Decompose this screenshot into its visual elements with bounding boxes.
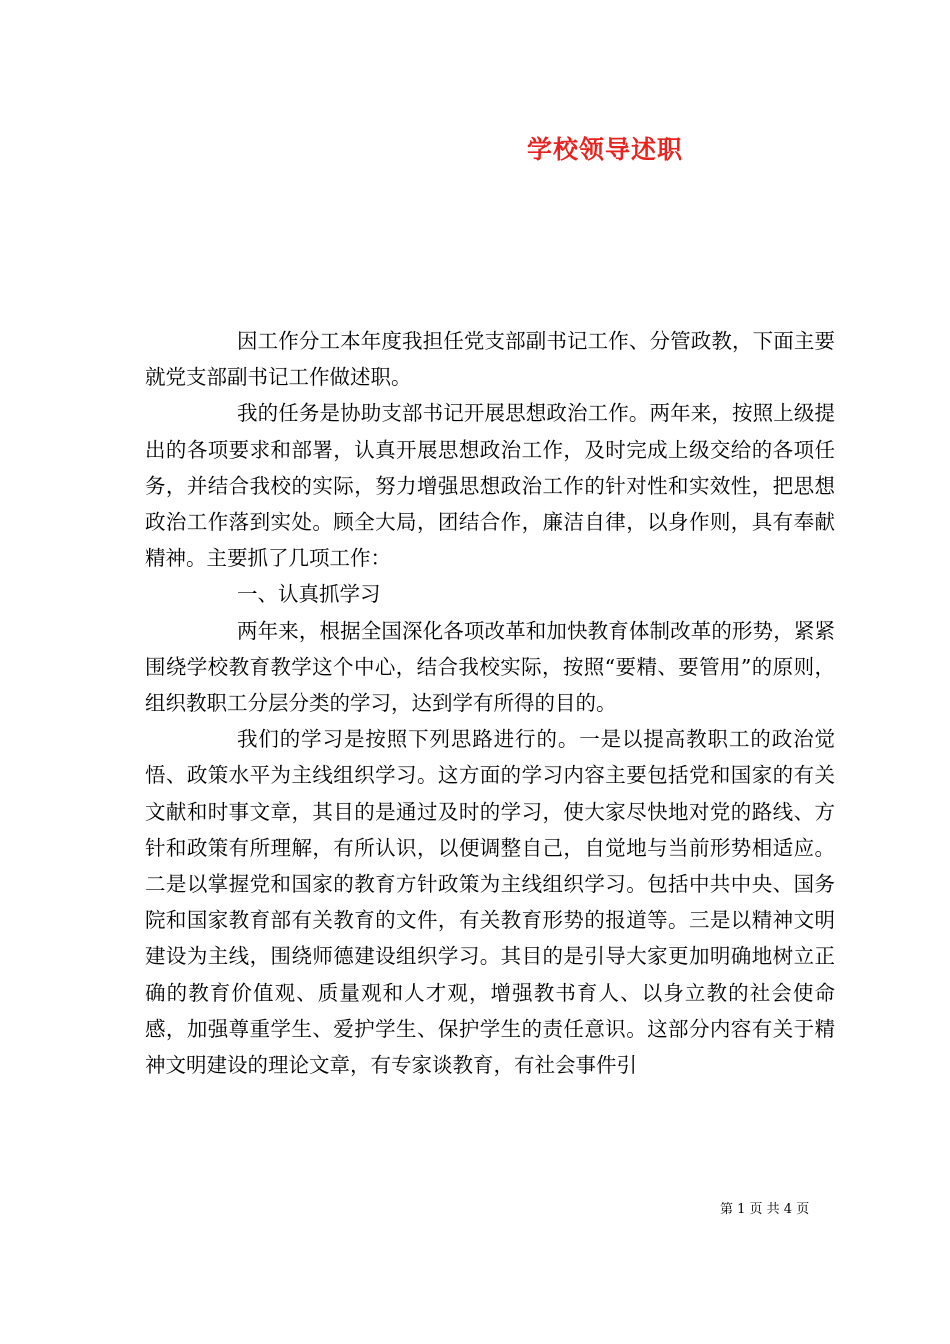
document-body <box>145 323 835 1083</box>
paragraph-task: 我的任务是协助支部书记开展思想政治工作。两年来，按照上级提出的各项要求和部署，认真开展思想政治工作，及时完成上级交给的各项任务，并结合我校的实际，努力增强思想政治工作的针对性和实效性，把思想政治工作落到实处。顾全大局，团结合作，廉洁自律，以身作则，具有奉献精神。主要抓了几项工作： <box>145 401 835 571</box>
paragraph-intro: 因工作分工本年度我担任党支部副书记工作、分管政教，下面主要就党支部副书记工作做述职。 <box>145 329 835 390</box>
paragraph-two-years: 两年来，根据全国深化各项改革和加快教育体制改革的形势，紧紧围绕学校教育教学这个中心，结合我校实际，按照“要精、要管用”的原则，组织教职工分层分类的学习，达到学有所得的目的。 <box>145 618 835 716</box>
paragraph-study-approach: 我们的学习是按照下列思路进行的。一是以提高教职工的政治觉悟、政策水平为主线组织学习。这方面的学习内容主要包括党和国家的有关文献和时事文章，其目的是通过及时的学习，使大家尽快地对党的路线、方针和政策有所理解，有所认识，以便调整自己，自觉地与当前形势相适应。二是以掌握党和国家的教育方针政策为主线组织学习。包括中共中央、国务院和国家教育部有关教育的文件，有关教育形势的报道等。三是以精神文明建设为主线，围绕师德建设组织学习。其目的是引导大家更加明确地树立正确的教育价值观、质量观和人才观，增强教书育人、以身立教的社会使命感，加强尊重学生、爱护学生、保护学生的责任意识。这部分内容有关于精神文明建设的理论文章，有专家谈教育，有社会事件引 <box>145 727 835 1078</box>
document-title: 学校领导述职 <box>527 135 684 164</box>
section-heading-study: 一、认真抓学习 <box>237 582 381 607</box>
page-number-footer: 第 1 页 共 4 页 <box>720 1202 810 1217</box>
